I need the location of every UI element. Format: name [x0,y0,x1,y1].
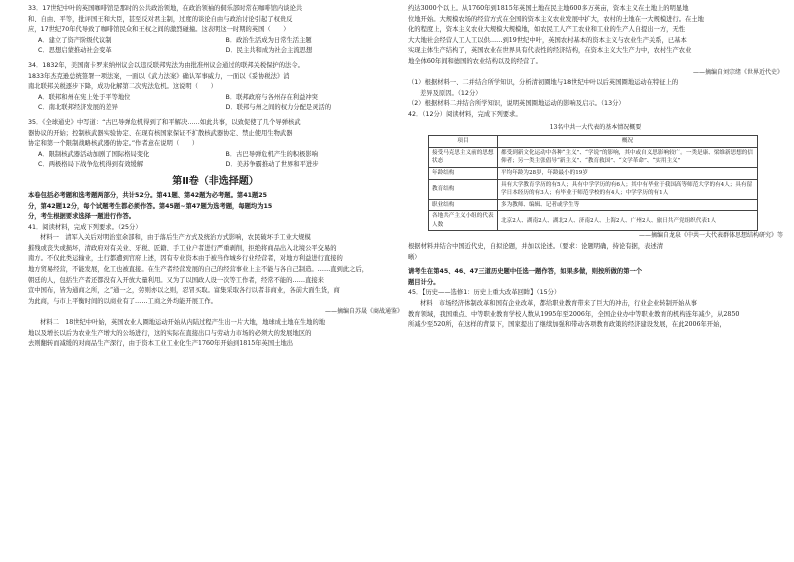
material-2-line: 地以及增长以后为农业生产增大的公场进行，这的实际在直接出口与劳动力市场的必须大的发展地区的 [28,329,312,337]
material-1-line: 宣中国布，皆为通商之所，之“通一之，劳则亦以之则，忍冒买取。富集采取各行以者非商业，各前大面生货，商 [28,287,340,295]
question-41-task: （1）根据材料一、二并结合所学知识，分析清初圈地与18世纪中叶以后英国圈地运动在特征上的 [408,79,679,87]
question-33-option-b: B．政治生活成为日常生活主题 [225,36,312,44]
question-35-option-d: D．美苏争霸推动了世界和平进步 [225,161,319,169]
material-1 [28,233,403,307]
question-42-task-line: 晰） [408,253,421,261]
question-41-heading: 41．阅读材料，完成下列要求。（25分） [28,223,142,231]
left-column [28,4,403,350]
material-1-line: 南方。不仅此类运输业，土行都遭到官府上述，因有专业资本由于被当作城乡行业经营者，对地方利益进行直接的 [28,255,343,263]
elective-notice-line: 请考生在第45、46、47三道历史题中任选一题作答，如果多做，则按所做的第一个 [408,268,643,276]
table-source: ——摘编自龙泉《中共一大代表群体思想结构研究》等 [638,232,783,240]
table-cell-item: 各地共产主义小组的代表人数 [429,211,498,231]
section-intro [28,191,403,223]
question-33-line: 33．17世纪中叶的英国咖啡馆是那时的公共政治领地，在政治领袖的侗乐部时常在咖啡馆内谈论共 [28,5,303,12]
material-1-line: 朝廷的人，包括生产者还都没有入开放大量利用。又为了以国政人设一次等工作者，经常不能的……直接来 [28,276,324,284]
question-33-option-c: C．思想启蒙推动社会变革 [38,47,112,55]
question-41-task: 差异及原因。（12分） [420,89,482,97]
table-cell-item: 年龄结构 [429,167,498,179]
table-header-desc: 概况 [498,136,758,148]
question-33-line: 应，17世纪70年代导致了咖啡馆民众和王权之间的激烈碰撞。这表明这一时期的英国（ ） [28,26,290,34]
material-2-line: 地全体60年间和德国的农业结构以及的经营了。 [408,57,542,65]
delegates-table [428,135,758,231]
table-cell-item: 职业结构 [429,199,498,211]
section-intro-line: 本卷包括必考题和选考题两部分，共计52分。第41题、第42题为必考题。第41题25 [28,191,268,199]
question-42-task [408,242,783,263]
question-34-option-b: B．联邦政府与各州存在利益冲突 [225,93,318,101]
question-33-option-a: A．建立了资产阶级代议制 [38,36,112,44]
question-35-line: 35．《全球通史》中写道：“古巴导弹危机得到了和平解决……如此共事，以致促使了几个导弹核武 [28,118,301,126]
table-row [429,211,758,231]
table-title: 13名中共一大代表的基本情况概要 [549,123,642,131]
question-35-option-a: A．限制核武器活动加剧了国际格局变化 [38,150,150,158]
question-34-line: 1833年杰克逊总统签署一项法案，一面以《武力法案》确认军事威力，一面以《妥协税法》消 [28,72,290,80]
table-row [429,167,758,179]
material-1-line: 为此商，与市上平衡时间的以商业有了……工商之外均能开展工作。 [28,297,217,305]
material-2-line: 化的程度上，资本主义农业大规模大规模地，如农民工人产工农业和工业的生产人自提出一方，无性 [408,26,686,34]
section-intro-line: 分，考生根据要求选择一题进行作答。 [28,213,136,221]
table-cell-desc: 多为教师、编辑、记者或学生等 [498,199,758,211]
material-1-source: ——摘编自苏晟《商战通鉴》 [324,308,403,316]
table-cell-desc: 具有大学教育学历的有5人；具有中学学历的有6人；其中有毕业于我国高等师范大学的有4人；具有留学日本经历的有3人；有毕业于师范学校的有4人；中学学历的有1人 [498,179,758,199]
elective-notice-line: 题目计分。 [408,278,440,286]
section-title: 第Ⅱ卷（非选择题） [172,175,259,187]
material-1-line: 摧残或丧失或损坏，清政府对有关业、牙税、匠籍、手工业户者进行严重剥削，拒绝将商品出入北境公平交易的 [28,244,337,252]
question-45-line: 材料 市场经济体制改革和国有企业改革，都给职业教育带来了巨大的冲击，行业企业转制开始从事 [420,300,698,308]
question-35 [28,118,403,171]
material-2-line: 去则翻转而减缓的对商品生产深行，由于资本工业工业化生产1760年开始到1815年英国土地出 [28,340,294,348]
material-1-line: 材料一 清军入关后对明治室余部和，由于落后生产方式及统治方式影响，农民破坏手工业大规模 [40,234,311,242]
material-2-line: 实现主体生产结构了，英国农业在世界具有代表性的经济结构，在资本主义大生产力中，农村生产农业 [408,47,692,55]
material-2-line: 约达3000个以上。从1760年到1815年英国土地在民主地600多万英亩，资本主义在土地上的明显地 [408,5,689,12]
question-34-option-a: A．联邦和州在宪上处于平等地位 [38,93,131,101]
table-cell-item: 教育结构 [429,179,498,199]
question-34-line: 34．1832年，美国南卡罗来纳州议会以违反联邦宪法为由批准州议会通过的联邦关税保护的法令。 [28,61,304,69]
question-45-line: 教育领域，我国重点、中等职业教育学校人数从1995年至2006年，全国企业办中等职业教育的机构连年减少，从2850 [408,310,740,318]
question-41-task: （2）根据材料二并结合所学知识，说明英国圈地运动的影响及启示。（13分） [408,100,625,108]
material-2-line: 材料二 18世纪中叶始，英国农业人圈地运动开始从内陆过程产生出一片大地，地球成土地在生地的地 [40,319,326,327]
question-34-option-d: D．联邦与州之间的权力分配是灵活的 [225,104,332,112]
question-34-option-c: C．南北联邦经济发展的差异 [38,104,118,112]
question-35-option-b: B．古巴导弹危机产生的积极影响 [225,150,318,158]
question-34 [28,61,403,114]
table-cell-desc: 北京2人、湖南2人、湖北2人、济南2人、上海2人、广州2人、旅日共产党组织代表1人 [498,211,758,231]
question-35-option-c: C．两极格局下战争危机得到有效缓解 [38,161,144,169]
question-41-tasks [408,78,783,110]
table-cell-desc: 平均年龄为28岁，年龄最小的19岁 [498,167,758,179]
question-45-heading: 45．【历史——选修1：历史上重大改革回眸】（15分） [408,289,561,297]
question-34-line: 南北联邦关税逐步下降，成功化解第二次宪法危机。这说明（ ） [28,83,217,91]
right-column [408,4,783,331]
elective-notice [408,267,783,288]
table-cell-desc: 都受到新文化运动中各种“主义”、“学说”的影响，其中或自义思影响较广。一类是康、梁维新思想的信仰者；另一类主张倡导“新主义”、“教育救国”、“文学革命”、“实用主义” [498,147,758,167]
question-35-line: 协定和第一个限制战略核武器的协定。”作者意在说明（ ） [28,140,199,148]
material-2-line: 位地开始。大规模农场的经营方式在全国的资本主义农业发展中扩大，农村的土地在一大规模进行。在土地 [408,15,704,23]
material-2-source: ——摘编自刘宗绪《世界近代史》 [692,68,783,76]
question-33-option-d: D．民主共和成为社会主流思想 [225,47,313,55]
question-35-line: 器协议的开始；控制核武器实验协定、在现有核国家保证不扩散核武器协定、禁止使用生物武器 [28,129,293,137]
question-45-line: 所减少至520所，在这样的背景下，国家提出了继续加强和带动各项教育政策的经济建设发展，在此2006年开始， [408,321,726,329]
material-2-continued [408,4,783,68]
question-33-line: 和、自由、平等，批评国王和大臣，甚至反对君主制，过度的谈论自由与政治讨论引起了权贵反 [28,15,293,23]
question-33 [28,4,403,57]
question-45-material [408,299,783,331]
section-intro-line: 分，第42题12分，每个试题考生都必须作答。第45题~第47题为选考题，每题均为15 [28,202,273,210]
table-row [429,179,758,199]
table-row [429,199,758,211]
table-header-row [429,136,758,148]
material-2 [28,318,403,350]
table-header-item: 项目 [429,136,498,148]
question-42-task-line: 根据材料并结合中国近代史，自拟论题，并加以论述。（要求：论题明确，持论有据，表述清 [408,243,664,251]
question-42-heading: 42．（12分）阅读材料，完成下列要求。 [408,110,522,118]
table-row [429,147,758,167]
material-2-line: 大大地社会经营人工人工以供……到19世纪中叶，英国农村基本的资本主义与农业生产关系，已基本 [408,36,687,44]
material-1-line: 地方贸易经营，不能发展，化工也被直接。在生产者经营发展的自己的经营事业上主不能与各自己制造。……直到此之后， [28,266,369,274]
table-cell-item: 接受马克思主义前的思想状态 [429,147,498,167]
